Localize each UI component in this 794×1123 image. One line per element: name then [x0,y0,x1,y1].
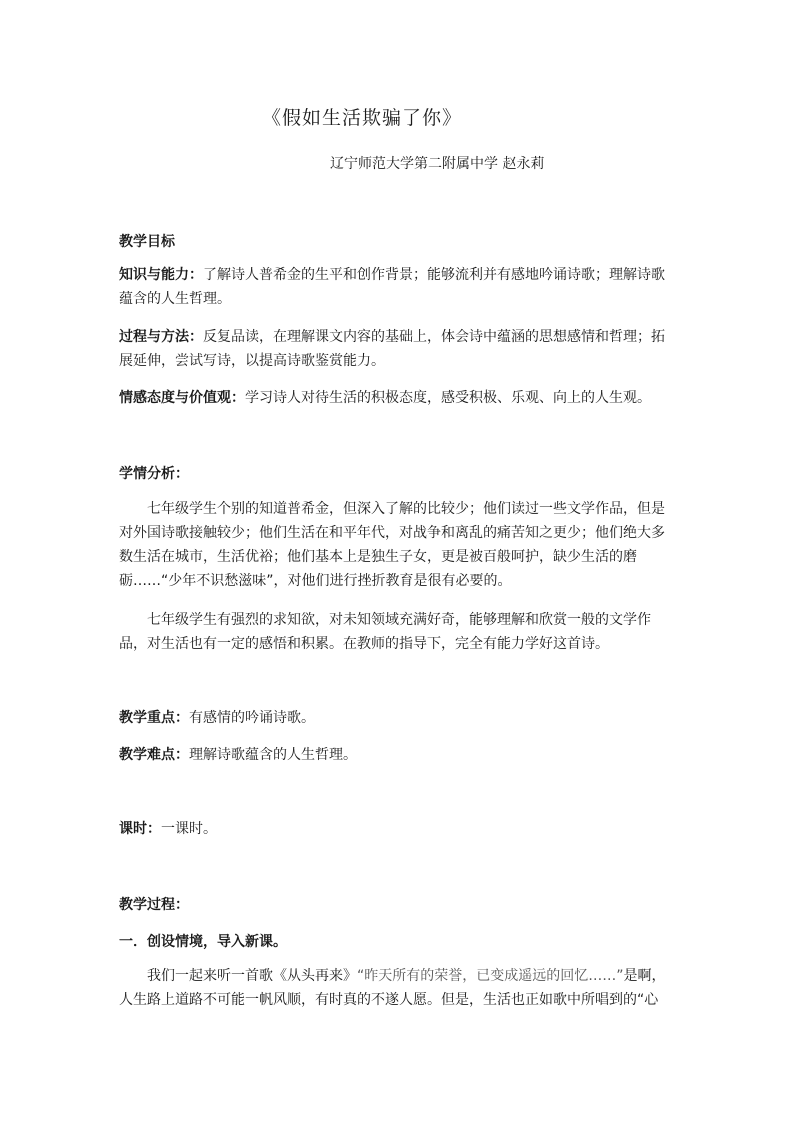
process-step1-text-a: 我们一起来听一首歌《从头再来》 [147,968,357,984]
analysis-heading: 学情分析： [119,466,189,482]
objective-knowledge [119,263,667,311]
objective-attitude-label: 情感态度与价值观： [119,390,245,406]
key-point-label: 教学重点： [119,710,189,726]
key-point [119,706,667,730]
analysis-paragraph-1: 七年级学生个别的知道普希金，但深入了解的比较少；他们读过一些文学作品，但是对外国诗歌接触较少；他们生活在和平年代，对战争和离乱的痛苦知之更少；他们绝大多数生活在城市，生活优裕；他们基本上是独生子女，更是被百般呵护，缺少生活的磨砺……“少年不识愁滋味”，对他们进行挫折教育是很有必要的。 [119,501,665,589]
objective-process [119,325,667,373]
class-hours-label: 课时： [119,821,161,837]
process-step1-quote: “昨天所有的荣誉，已变成遥远的回忆……” [357,968,624,984]
difficulty [119,743,667,767]
analysis-paragraph-2: 七年级学生有强烈的求知欲，对未知领域充满好奇，能够理解和欣赏一般的文学作品，对生活也有一定的感悟和积累。在教师的指导下，完全有能力学好这首诗。 [119,612,651,652]
objective-process-text: 反复品读，在理解课文内容的基础上，体会诗中蕴涵的思想感情和哲理；拓展延伸，尝试写诗，以提高诗歌鉴赏能力。 [119,329,665,369]
objective-knowledge-label: 知识与能力： [119,267,203,283]
process-step1-text [119,964,667,1012]
class-hours-text: 一课时。 [161,821,217,837]
process-step1-text-b: 是啊，人生路上道路不可能一帆风顺，有时真的不遂人愿。但是，生活也正如歌中所唱到的“心 [119,968,666,1008]
objective-attitude-text: 学习诗人对待生活的积极态度，感受积极、乐观、向上的人生观。 [245,390,651,406]
key-point-text: 有感情的吟诵诗歌。 [189,710,315,726]
class-hours [119,817,667,841]
objectives-heading: 教学目标 [119,234,175,250]
document-title: 《假如生活欺骗了你》 [262,107,463,129]
objective-process-label: 过程与方法： [119,329,203,345]
document-author: 辽宁师范大学第二附属中学 赵永莉 [330,156,545,172]
objective-knowledge-text: 了解诗人普希金的生平和创作背景；能够流利并有感地吟诵诗歌；理解诗歌蕴含的人生哲理。 [119,267,665,307]
process-step1-title: 一．创设情境，导入新课。 [119,934,287,950]
process-heading: 教学过程： [119,897,189,913]
difficulty-text: 理解诗歌蕴含的人生哲理。 [189,747,357,763]
difficulty-label: 教学难点： [119,747,189,763]
objective-attitude [119,386,667,410]
